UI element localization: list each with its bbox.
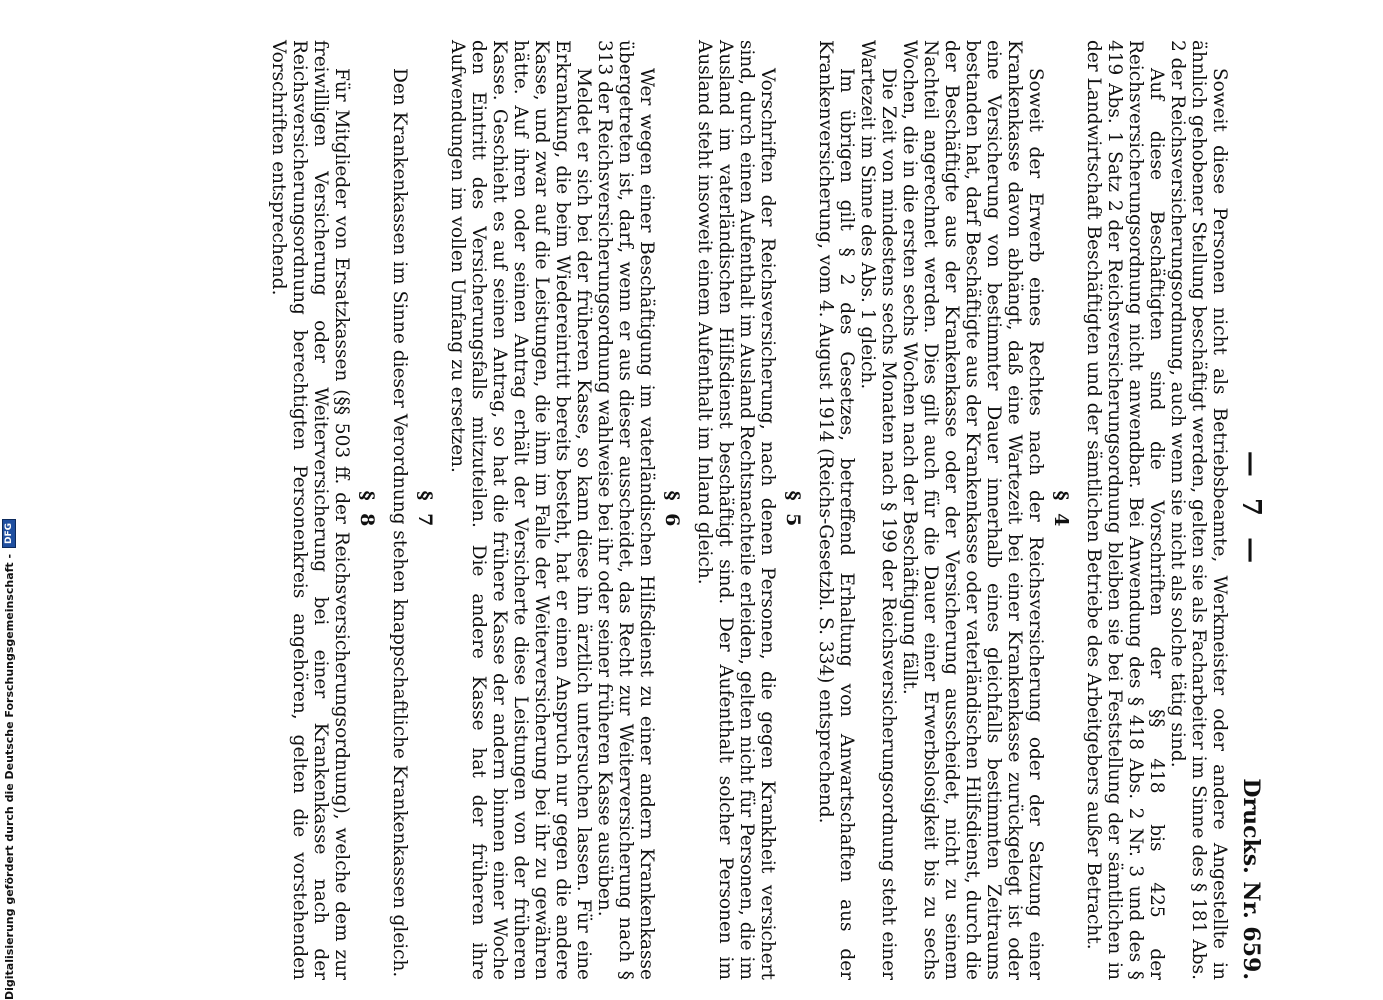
page-number: — 7 — [1236, 450, 1266, 570]
section-heading: § 8 [356, 490, 378, 530]
credit-text: Digitalisierung gefördert durch die Deutsche Forschungsgemeinschaft - [2, 553, 16, 1000]
document-page [130, 40, 1270, 980]
section-heading: § 5 [782, 490, 804, 530]
paragraph: Meldet er sich bei der früheren Kasse, so kann diese ihn ärztlich untersuchen lassen. Für eine Erkrankung, die beim Wiedereintritt bereits besteht, hat er einen Anspruch nur gegen die andere Kasse, und zwar auf die Leistungen, die ihm im Falle der Weiterversicherung bei ihr zu gewähren hätte. Auf ihren oder seinen Antrag erhält der Versicherte diese Leistungen von der früheren Kasse. Geschieht es auf seinen Antrag, so hat die frühere Kasse der andern binnen einer Woche den Eintritt des Versicherungsfalls mitzuteilen. Die andere Kasse hat der früheren ihre Aufwendungen im vollen Umfang zu ersetzen. [447, 40, 594, 980]
paragraph: Soweit der Erwerb eines Rechtes nach der Reichsversicherung oder der Satzung einer Krankenkasse davon abhängt, daß eine Wartezeit bei einer Krankenkasse zurückgelegt ist oder eine Versicherung von bestimmter Dauer innerhalb eines gleichfalls bestimmten Zeitraums bestanden hat, darf Beschäftigte aus der Krankenkasse oder vaterländischen Hilfsdienst, durch die der Beschäftigte aus der Krankenkasse oder der Versicherung ausscheidet, nicht zu seinem Nachteil angerechnet werden. Dies gilt auch für die Dauer einer Erwerbslosigkeit bis zu sechs Wochen, die in die ersten sechs Wochen nach der Beschäftigung fällt. [899, 40, 1046, 980]
paragraph: Soweit diese Personen nicht als Betriebsbeamte, Werkmeister oder andere Angestellte in ähnlich gehobener Stellung beschäftigt werden, gelten sie als Facharbeiter im Sinne des § 181 Abs. 2 der Reichsversicherungsordnung, auch wenn sie nicht als solche tätig sind. [1167, 40, 1230, 980]
section-heading: § 7 [414, 490, 436, 530]
paragraph: Die Zeit von mindestens sechs Monaten nach § 199 der Reichsversicherungsordnung steht einer Wartezeit im Sinne des Abs. 1 gleich. [857, 40, 899, 980]
section-heading: § 6 [661, 490, 683, 530]
page-header [1230, 40, 1270, 980]
paragraph: Vorschriften der Reichsversicherung, nach denen Personen, die gegen Krankheit versichert sind, durch einen Aufenthalt im Ausland Rechtsnachteile erleiden, gelten nicht für Personen, die im Ausland im vaterländischen Hilfsdienst beschäftigt sind. Der Aufenthalt solcher Personen im Ausland steht insoweit einem Aufenthalt im Inland gleich. [694, 40, 778, 980]
document-body [268, 40, 1230, 980]
paragraph: Für Mitglieder von Ersatzkassen (§§ 503 ff. der Reichsversicherungsordnung), welche dem zur freiwilligen Versicherung oder Weiterversicherung bei einer Krankenkasse nach der Reichsversicherungsordnung berechtigten Personenkreis angehören, gelten die vorstehenden Vorschriften entsprechend. [268, 40, 352, 980]
paragraph: Den Krankenkassen im Sinne dieser Verordnung stehen knappschaftliche Krankenkassen gleich. [389, 68, 410, 978]
digitization-credit [2, 519, 16, 1000]
dfg-logo: DFG [2, 519, 16, 548]
drucksache-number: Drucks. Nr. 659. [1238, 778, 1264, 980]
paragraph: Auf diese Beschäftigten sind die Vorschriften der §§ 418 bis 425 der Reichsversicherungsordnung nicht anwendbar. Bei Anwendung des § 418 Abs. 2 Nr. 3 und des § 419 Abs. 1 Satz 2 der Reichsversicherungsordnung bleiben sie bei Feststellung der sämtlichen in der Landwirtschaft Beschäftigten und der sämtlichen Betriebe des Arbeitgebers außer Betracht. [1083, 40, 1167, 980]
paragraph: Wer wegen einer Beschäftigung im vaterländischen Hilfsdienst zu einer andern Krankenkasse übergetreten ist, darf, wenn er aus dieser ausscheidet, das Recht zur Weiterversicherung nach § 313 der Reichsversicherungsordnung wahlweise bei ihr oder seiner früheren Kasse ausüben. [594, 40, 657, 980]
section-heading: § 4 [1050, 490, 1072, 530]
paragraph: Im übrigen gilt § 2 des Gesetzes, betreffend Erhaltung von Anwartschaften aus der Krankenversicherung, vom 4. August 1914 (Reichs-Gesetzbl. S. 334) entsprechend. [815, 40, 857, 980]
